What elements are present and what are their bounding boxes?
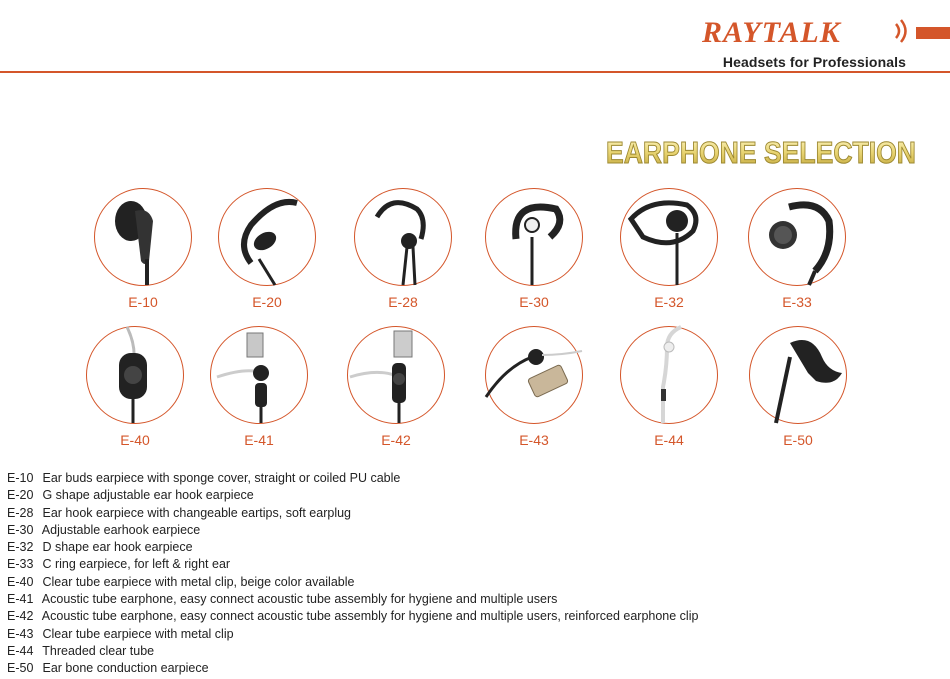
product-tile bbox=[348, 188, 458, 328]
product-code: E-41 bbox=[244, 432, 274, 448]
product-tile bbox=[743, 326, 853, 466]
brand-logo-text: RAYTALK bbox=[702, 16, 841, 49]
list-item-description: D shape ear hook earpiece bbox=[42, 540, 193, 555]
product-code: E-50 bbox=[783, 432, 813, 448]
product-code: E-40 bbox=[120, 432, 150, 448]
list-item-description: Ear bone conduction earpiece bbox=[42, 661, 209, 676]
product-code: E-43 bbox=[519, 432, 549, 448]
product-code: E-33 bbox=[782, 294, 812, 310]
product-tile bbox=[88, 188, 198, 328]
product-code: E-32 bbox=[654, 294, 684, 310]
product-tile bbox=[341, 326, 451, 466]
product-tile bbox=[614, 188, 724, 328]
clear-tube-earpiece-icon bbox=[86, 326, 184, 424]
d-shape-earhook-icon bbox=[620, 188, 718, 286]
list-item-description: Acoustic tube earphone, easy connect acoustic tube assembly for hygiene and multiple users bbox=[41, 592, 558, 607]
list-item-description: C ring earpiece, for left & right ear bbox=[42, 557, 231, 572]
acoustic-tube-clip-earphone-icon bbox=[347, 326, 445, 424]
list-item bbox=[7, 505, 698, 522]
list-item-description: Adjustable earhook earpiece bbox=[41, 522, 201, 537]
product-tile bbox=[479, 188, 589, 328]
list-item bbox=[7, 539, 698, 556]
product-tile bbox=[80, 326, 190, 466]
c-ring-earpiece-icon bbox=[748, 188, 846, 286]
product-description-list bbox=[7, 470, 698, 678]
list-item-code: E-42 bbox=[7, 609, 34, 624]
section-title bbox=[600, 130, 922, 172]
product-code: E-30 bbox=[519, 294, 549, 310]
list-item-code: E-32 bbox=[7, 540, 34, 555]
list-item-description: Clear tube earpiece with metal clip, beige color available bbox=[42, 574, 355, 589]
sound-waves-icon bbox=[896, 20, 906, 42]
list-item-code: E-28 bbox=[7, 505, 34, 520]
g-hook-earpiece-icon bbox=[218, 188, 316, 286]
list-item-code: E-33 bbox=[7, 557, 34, 572]
list-item bbox=[7, 522, 698, 539]
list-item-code: E-30 bbox=[7, 522, 34, 537]
list-item bbox=[7, 660, 698, 677]
ear-hook-earpiece-icon bbox=[354, 188, 452, 286]
list-item bbox=[7, 470, 698, 487]
list-item bbox=[7, 643, 698, 660]
product-code: E-20 bbox=[252, 294, 282, 310]
list-item-description: Ear buds earpiece with sponge cover, straight or coiled PU cable bbox=[42, 471, 401, 485]
threaded-clear-tube-icon bbox=[620, 326, 718, 424]
list-item-description: Threaded clear tube bbox=[42, 643, 155, 658]
list-item bbox=[7, 556, 698, 573]
brand-accent-bar bbox=[916, 27, 950, 39]
list-item-code: E-50 bbox=[7, 661, 34, 676]
section-title-text: EARPHONE SELECTION bbox=[606, 135, 916, 170]
list-item-code: E-40 bbox=[7, 574, 34, 589]
list-item-code: E-43 bbox=[7, 626, 34, 641]
list-item bbox=[7, 608, 698, 625]
product-tile bbox=[204, 326, 314, 466]
metal-clip-earpiece-icon bbox=[485, 326, 583, 424]
list-item-description: Clear tube earpiece with metal clip bbox=[42, 626, 234, 641]
brand-logo bbox=[700, 14, 920, 48]
list-item-description: Acoustic tube earphone, easy connect acoustic tube assembly for hygiene and multiple users, reinforced earphone clip bbox=[41, 609, 699, 624]
list-item bbox=[7, 574, 698, 591]
product-tile bbox=[212, 188, 322, 328]
product-tile bbox=[742, 188, 852, 328]
product-code: E-44 bbox=[654, 432, 684, 448]
list-item-code: E-41 bbox=[7, 592, 34, 607]
list-item bbox=[7, 487, 698, 504]
tagline: Headsets for Professionals bbox=[722, 54, 906, 70]
list-item-description: G shape adjustable ear hook earpiece bbox=[42, 488, 254, 503]
header-divider bbox=[0, 71, 950, 73]
adjustable-earhook-icon bbox=[485, 188, 583, 286]
product-tile bbox=[479, 326, 589, 466]
product-code: E-42 bbox=[381, 432, 411, 448]
earbud-icon bbox=[94, 188, 192, 286]
list-item-code: E-10 bbox=[7, 471, 34, 485]
list-item bbox=[7, 626, 698, 643]
ear-bone-conduction-icon bbox=[749, 326, 847, 424]
list-item bbox=[7, 591, 698, 608]
list-item-code: E-20 bbox=[7, 488, 34, 503]
product-tile bbox=[614, 326, 724, 466]
product-code: E-10 bbox=[128, 294, 158, 310]
list-item-code: E-44 bbox=[7, 643, 34, 658]
acoustic-tube-earphone-icon bbox=[210, 326, 308, 424]
list-item-description: Ear hook earpiece with changeable eartips, soft earplug bbox=[42, 505, 352, 520]
product-code: E-28 bbox=[388, 294, 418, 310]
